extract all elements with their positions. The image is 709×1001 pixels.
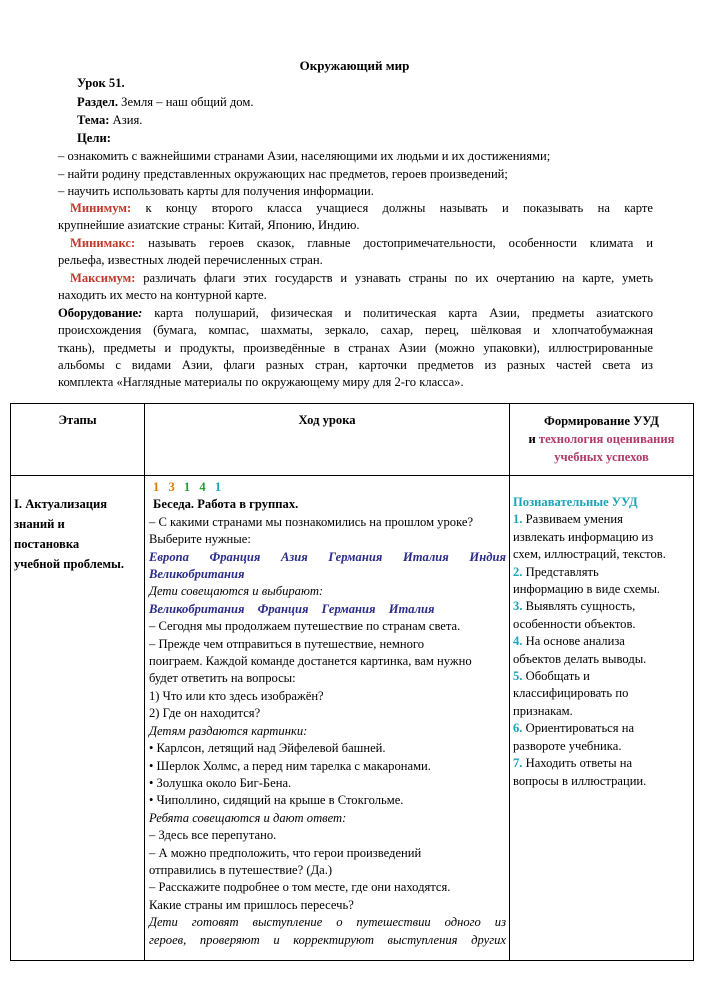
uud-heading: Познавательные УУД <box>513 495 638 509</box>
goal-item: – найти родину представленных окружающих нас предметов, героев произведений; <box>58 167 508 181</box>
topic-value: Азия. <box>112 113 143 127</box>
maximum-line: Максимум: различать флаги этих государств и узнавать страны по их очертанию на карте, уметь <box>70 271 653 285</box>
country-list-chosen: Великобритания Франция Германия Италия <box>149 601 435 616</box>
minimax-line: Минимакс: называть героев сказок, главные достопримечательности, особенности климата и <box>70 236 653 250</box>
list-item: • Чиполлино, сидящий на крыше в Стокгольме. <box>149 793 404 808</box>
group-number: 3 <box>168 480 175 494</box>
technology-label: технология оценивания <box>538 432 675 446</box>
list-item-number: 1. <box>513 512 526 527</box>
course-heading: Беседа. Работа в группах. <box>153 497 299 512</box>
list-item: 2. Представлять <box>513 564 599 579</box>
maximum-label: Максимум: <box>70 271 136 285</box>
country-list-all: Европа Франция Азия Германия Италия Индия <box>149 549 506 564</box>
minimum-cont: крупнейшие азиатские страны: Китай, Японию, Индию. <box>58 218 360 232</box>
table-row <box>11 476 694 961</box>
list-item: схем, иллюстраций, текстов. <box>513 547 666 562</box>
goal-item: – научить использовать карты для получения информации. <box>58 184 374 198</box>
uud-cell <box>510 476 694 961</box>
group-number: 4 <box>199 480 206 494</box>
list-item: 3. Выявлять сущность, <box>513 599 636 614</box>
equipment-line: происхождения (бумага, компас, шахматы, зеркало, сахар, перец, шёлковая и хлопчатобумажная <box>58 323 653 337</box>
equipment-line: альбомы с видами Азии, флаги разных стран, карточки предметов из разных частей света из <box>58 358 653 372</box>
list-item: информацию в виде схемы. <box>513 582 661 597</box>
document-title: Окружающий мир <box>299 58 410 73</box>
list-item: 4. На основе анализа <box>513 634 625 649</box>
list-item: извлекать информацию из <box>513 529 654 544</box>
uud-list <box>513 511 690 790</box>
list-item-number: 2. <box>513 564 526 579</box>
section-line <box>77 94 253 111</box>
list-item: 5. Обобщать и <box>513 669 590 684</box>
equipment-line: ткань), предметы и продукты, произведённые в странах Азии (можно упаковки), иллюстрированные <box>58 341 653 355</box>
list-item: классифицировать по <box>513 686 629 701</box>
list-item: • Золушка около Биг-Бена. <box>149 775 292 790</box>
section-label: Раздел. <box>77 95 118 109</box>
minimax-cont: рельефа, известных людей перечисленных стран. <box>58 253 323 267</box>
list-item: признакам. <box>513 703 573 718</box>
goals-label: Цели: <box>77 131 111 145</box>
header-uud: Формирование УУД и технология оценивания учебных успехов <box>510 404 694 476</box>
stage-cell: I. Актуализация знаний и постановка учебной проблемы. <box>11 476 145 961</box>
list-item-number: 5. <box>513 669 526 684</box>
list-item: вопросы в иллюстрации. <box>513 773 647 788</box>
list-item: • Шерлок Холмс, а перед ним тарелка с макаронами. <box>149 758 431 773</box>
goal-item: – ознакомить с важнейшими странами Азии, населяющими их людьми и их достижениями; <box>58 149 551 163</box>
list-item: 7. Находить ответы на <box>513 756 633 771</box>
group-number: 1 <box>183 480 191 494</box>
minimax-label: Минимакс: <box>70 236 136 250</box>
list-item: 1. Развиваем умения <box>513 512 623 527</box>
group-numbers <box>149 479 506 496</box>
topic-line <box>77 112 142 129</box>
list-item-number: 4. <box>513 634 526 649</box>
list-item-number: 3. <box>513 599 526 614</box>
group-number: 1 <box>214 480 222 494</box>
equipment-line: Оборудование: карта полушарий, физическая и политическая карта Азии, предметы азиатского <box>58 306 653 320</box>
list-item: объектов делать выводы. <box>513 651 647 666</box>
minimum-line: Минимум: к концу второго класса учащиеся должны называть и показывать на карте <box>70 201 653 215</box>
topic-label: Тема: <box>77 113 110 127</box>
list-item: развороте учебника. <box>513 738 622 753</box>
lesson-number: Урок 51. <box>77 76 125 90</box>
group-number: 1 <box>153 480 160 494</box>
header-stages: Этапы <box>11 404 145 476</box>
list-item-number: 7. <box>513 756 526 771</box>
list-item: особенности объектов. <box>513 616 636 631</box>
header-course: Ход урока <box>145 404 510 476</box>
course-cell: 1 3 1 4 1 Беседа. Работа в группах. – С какими странами мы познакомились на прошлом уроке? Выберите нужные: Европа Франция Азия Германия Италия Индия Великобритания Дети совещаются и выбирают: Великобритания Франция Германия Италия – Сегодня мы продолжаем путешествие по странам света. – Прежде чем отправиться в путешествие, немного поиграем. Каждой команде достанется картинка, вам нужно будет ответить на вопросы: 1) Что или кто здесь изображён? 2) Где он находится? Детям раздаются картинки: • Карлсон, летящий над Эйфелевой башней. • Шерлок Холмс, а перед ним тарелка с макаронами. • Золушка около Биг-Бена. • Чиполлино, сидящий на крыше в Стокгольме. Ребята совещаются и дают ответ: – Здесь все перепутано. – А можно предположить, что герои произведений отправились в путешествие? (Да.) – Расскажите подробнее о том месте, где они находятся. Какие страны им пришлось пересечь? Дети готовят выступление о путешествии одного из героев, проверяют и корректируют выступления других <box>145 476 510 961</box>
minimum-label: Минимум: <box>70 201 132 215</box>
list-item: • Карлсон, летящий над Эйфелевой башней. <box>149 741 386 756</box>
list-item-number: 6. <box>513 721 526 736</box>
lesson-table <box>10 403 694 961</box>
equipment-label: Оборудование <box>58 306 139 320</box>
equipment-line: комплекта «Наглядные материалы по окружающему миру для 2-го класса». <box>58 375 464 389</box>
maximum-cont: находить их место на контурной карте. <box>58 288 267 302</box>
section-value: Земля – наш общий дом. <box>121 95 254 109</box>
list-item: 6. Ориентироваться на <box>513 721 635 736</box>
table-header-row <box>11 404 694 476</box>
